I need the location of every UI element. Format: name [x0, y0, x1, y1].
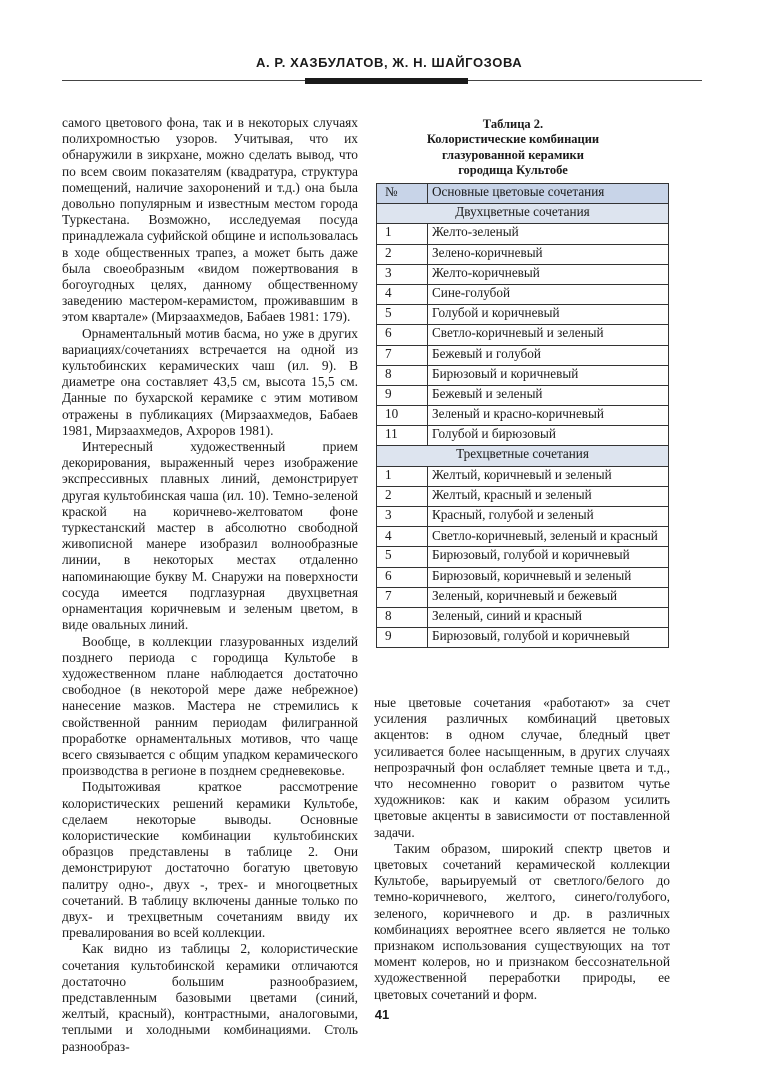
header-accent-bar — [305, 78, 468, 84]
table-group-label: Трехцветные сочетания — [377, 446, 669, 466]
table-cell-text: Зеленый и красно-коричневый — [428, 406, 669, 426]
table-header-title: Основные цветовые сочетания — [428, 184, 669, 204]
table-row — [377, 426, 669, 446]
table-row — [377, 305, 669, 325]
table-cell-text: Светло-коричневый и зеленый — [428, 325, 669, 345]
table-row — [377, 284, 669, 304]
table-cell-num: 3 — [377, 264, 428, 284]
paragraph: Подытоживая краткое рассмотрение колористических решений керамики Культобе, сделаем некоторые выводы. Основные колористические комбинации культобинских образцов представлены в таблице 2. Они демонстрируют достаточно богатую цветовую палитру одно-, двух -, трех- и многоцветных сочетаний. В таблицу включены данные только по двух- и трехцветным сочетаниям ввиду их превалирования во всей коллекции. — [62, 779, 358, 941]
table-cell-num: 10 — [377, 406, 428, 426]
table-row — [377, 224, 669, 244]
table-group-row — [377, 204, 669, 224]
table-cell-num: 1 — [377, 224, 428, 244]
table-row — [377, 507, 669, 527]
table-cell-text: Красный, голубой и зеленый — [428, 507, 669, 527]
table-cell-num: 5 — [377, 547, 428, 567]
table-row — [377, 365, 669, 385]
table-cell-num: 3 — [377, 507, 428, 527]
table-cell-text: Бежевый и голубой — [428, 345, 669, 365]
table-cell-num: 4 — [377, 527, 428, 547]
table-row — [377, 486, 669, 506]
running-head-authors: А. Р. ХАЗБУЛАТОВ, Ж. Н. ШАЙГОЗОВА — [256, 55, 523, 70]
table-cell-text: Зелено-коричневый — [428, 244, 669, 264]
paragraph: Орнаментальный мотив басма, но уже в других вариациях/сочетаниях встречается на одной из культобинских керамических чаш (ил. 9). В диаметре она составляет 43,5 см, высота 15,5 см. Данные по бухарской керамике с этим мотивом отражены в публикациях (Мирзаахмедов, Бабаев 1981, Мирзаахмедов, Ахроров 1981). — [62, 325, 358, 438]
table-caption — [374, 117, 652, 179]
table-row — [377, 466, 669, 486]
table-cell-num: 1 — [377, 466, 428, 486]
table-cell-num: 6 — [377, 325, 428, 345]
left-column — [62, 115, 358, 1055]
paragraph: ные цветовые сочетания «работают» за счет усиления различных комбинаций цветовых акцентов: в одном случае, бледный цвет усиливается более насыщенным, в других случаях непрозрачный фон ослабляет темные цвета и т.д., что несомненно говорит о развитом чутье художников: как и каким образом усилить цветовые акценты в зависимости от поставленной задачи. — [374, 695, 670, 840]
table-cell-text: Желто-зеленый — [428, 224, 669, 244]
table-row — [377, 385, 669, 405]
table-cell-text: Голубой и коричневый — [428, 305, 669, 325]
table-cell-text: Желто-коричневый — [428, 264, 669, 284]
table-cell-num: 2 — [377, 244, 428, 264]
table-cell-text: Светло-коричневый, зеленый и красный — [428, 527, 669, 547]
table-group-label: Двухцветные сочетания — [377, 204, 669, 224]
table-cell-text: Бирюзовый и коричневый — [428, 365, 669, 385]
table-row — [377, 567, 669, 587]
table-cell-num: 7 — [377, 345, 428, 365]
table-cell-text: Бирюзовый, коричневый и зеленый — [428, 567, 669, 587]
table-cell-num: 11 — [377, 426, 428, 446]
paragraph: Интересный художественный прием декорирования, выраженный через изображение экспрессивных плавных линий, демонстрирует другая культобинская чаша (ил. 10). Темно-зеленой краской на коричнево-желтоватом фоне туркестанский мастер в абсолютно свободной живописной манере изобразил волнообразные линии, в некоторых местах отдаленно напоминающие букву М. Снаружи на поверхности сосуда имеется подглазурная двухцветная орнаментация коричневым и зеленым цветом, в виде овальных линий. — [62, 439, 358, 633]
table-cell-num: 2 — [377, 486, 428, 506]
table-cell-text: Желтый, красный и зеленый — [428, 486, 669, 506]
paragraph: самого цветового фона, так и в некоторых случаях полихромностью узоров. Учитывая, что их обнаружили в зикрхане, можно сделать вывод, что по всем своим показателям (квадратура, структура помещений, наличие захоронений и т.д.) она была довольно популярным и известным местом города Туркестана. Возможно, исследуемая посуда принадлежала суфийской общине и использовалась в ходе общественных трапез, а может быть даже была своеобразным «видом пожертвования в богоугодных целях, данному общественному заведению мастером-керамистом, проживавшим в этом квартале» (Мирзаахмедов, Бабаев 1981: 179). — [62, 115, 358, 325]
table-caption-title: глазурованной керамики — [442, 147, 584, 162]
table-caption-label: Таблица 2. — [482, 117, 544, 131]
table-cell-num: 7 — [377, 587, 428, 607]
table-cell-num: 8 — [377, 607, 428, 627]
table-cell-num: 5 — [377, 305, 428, 325]
table-row — [377, 244, 669, 264]
table-cell-num: 4 — [377, 284, 428, 304]
page-number: 41 — [374, 1007, 390, 1022]
table-caption-title: городища Культобе — [458, 163, 568, 178]
table-row — [377, 345, 669, 365]
table-cell-text: Бежевый и зеленый — [428, 385, 669, 405]
table-row — [377, 264, 669, 284]
table-group-row — [377, 446, 669, 466]
table-row — [377, 628, 669, 648]
table-cell-text: Бирюзовый, голубой и коричневый — [428, 628, 669, 648]
table-row — [377, 547, 669, 567]
paragraph: Таким образом, широкий спектр цветов и цветовых сочетаний керамической коллекции Культобе, варьируемый от светлого/белого до темно-коричневого, желтого, синего/голубого, зеленого, коричневого и др. в различных комбинациях вероятнее всего является не только признаком использования существующих на тот момент колеров, но и признаком бессознательной художественной переработки природы, ее цветовых сочетаний и форм. — [374, 840, 670, 1002]
table-header-num: № — [377, 184, 428, 204]
table-row — [377, 607, 669, 627]
table-caption-title: Колористические комбинации — [426, 132, 600, 147]
table-cell-num: 8 — [377, 365, 428, 385]
table-cell-text: Голубой и бирюзовый — [428, 426, 669, 446]
table-cell-num: 6 — [377, 567, 428, 587]
table-cell-num: 9 — [377, 628, 428, 648]
table-header-row — [377, 184, 669, 204]
color-combinations-table — [376, 183, 669, 648]
table-cell-text: Зеленый, синий и красный — [428, 607, 669, 627]
table-row — [377, 527, 669, 547]
table-row — [377, 325, 669, 345]
paragraph: Вообще, в коллекции глазурованных изделий позднего периода с городища Культобе в художественном плане наблюдается достаточно свободное (в некоторой мере даже небрежное) нанесение мазков. Мастера не стремились к свойственной ранним периодам филигранной проработке орнаментальных мотивов, что чаще всего связывается с общим упадком керамического производства в регионе в позднем средневековье. — [62, 633, 358, 779]
table-row — [377, 406, 669, 426]
table-cell-text: Сине-голубой — [428, 284, 669, 304]
table-cell-text: Бирюзовый, голубой и коричневый — [428, 547, 669, 567]
paragraph: Как видно из таблицы 2, колористические сочетания культобинской керамики отличаются достаточно большим разнообразием, представленным базовыми цветами (синий, желтый, красный), контрастными, аналоговыми, теплыми и холодными комбинациями. Столь разнообраз- — [62, 941, 358, 1054]
table-cell-text: Желтый, коричневый и зеленый — [428, 466, 669, 486]
table-row — [377, 587, 669, 607]
right-column — [374, 695, 670, 1003]
table-cell-text: Зеленый, коричневый и бежевый — [428, 587, 669, 607]
table-cell-num: 9 — [377, 385, 428, 405]
